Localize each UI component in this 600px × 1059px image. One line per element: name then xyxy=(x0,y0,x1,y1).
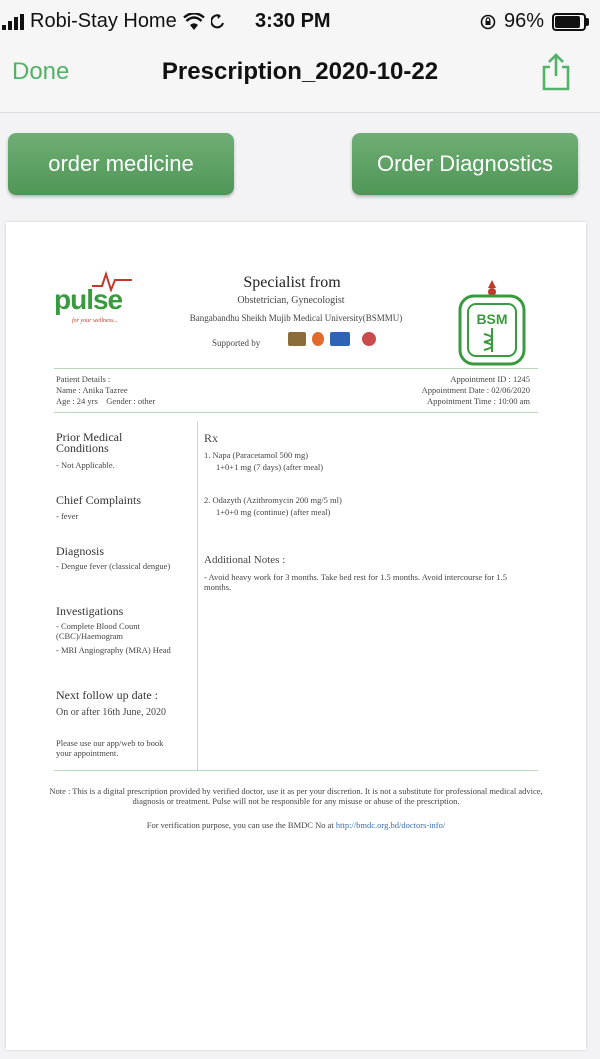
pulse-logo-text: pulse xyxy=(54,284,123,315)
chief-complaints-value: - fever xyxy=(56,511,79,521)
followup-heading: Next follow up date : xyxy=(56,688,158,702)
chief-complaints-heading: Chief Complaints xyxy=(56,493,141,507)
header-divider xyxy=(54,368,538,369)
appointment-id: Appointment ID : 1245 xyxy=(450,374,530,384)
appointment-date: Appointment Date : 02/06/2020 xyxy=(421,385,530,395)
order-medicine-button[interactable]: order medicine xyxy=(8,133,234,195)
sync-icon xyxy=(211,14,225,30)
followup-date: On or after 16th June, 2020 xyxy=(56,707,166,718)
navigation-bar xyxy=(0,44,600,113)
disclaimer-note: Note : This is a digital prescription provided by verified doctor, use it as per your discretion. It is not a substitute for professional medical advice, diagnosis or treatment. Pulse will not be responsible for any misuse or abuse of the prescription. xyxy=(49,786,543,806)
rx-heading: Rx xyxy=(204,431,219,445)
bmdc-link[interactable]: http://bmdc.org.bd/doctors-info/ xyxy=(335,820,446,830)
verification-text: For verification purpose, you can use the BMDC No at xyxy=(146,820,334,830)
medicine-name: 2. Odazyth (Azithromycin 200 mg/5 ml) xyxy=(204,495,342,505)
investigation-item: - MRI Angiography (MRA) Head xyxy=(56,645,171,655)
investigation-item: - Complete Blood Count (CBC)/Haemogram xyxy=(56,621,140,641)
ict-emblem-icon xyxy=(312,332,324,346)
pulse-logo xyxy=(54,284,123,324)
a2i-logo-icon xyxy=(288,332,306,346)
seal-text: BSM xyxy=(476,311,508,327)
additional-notes-value: - Avoid heavy work for 3 months. Take bed rest for 1.5 months. Avoid intercourse for 1.5 months. xyxy=(204,572,507,592)
doctor-university: Bangabandhu Sheikh Mujib Medical University(BSMMU) xyxy=(189,313,403,323)
medicine-dosage: 1+0+0 mg (continue) (after meal) xyxy=(216,507,331,517)
wifi-icon xyxy=(183,13,205,31)
battery-icon xyxy=(552,13,586,31)
medicine-dosage: 1+0+1 mg (7 days) (after meal) xyxy=(216,462,324,472)
patient-name: Name : Anika Tazree xyxy=(56,385,128,395)
prescription-document[interactable] xyxy=(6,222,586,1050)
heartbeat-icon xyxy=(92,270,132,292)
prior-conditions-value: - Not Applicable. xyxy=(56,460,115,470)
verification-line xyxy=(46,820,546,830)
gov-logo-icon xyxy=(362,332,376,346)
diagnosis-value: - Dengue fever (classical dengue) xyxy=(56,561,171,571)
doctor-specialty: Obstetrician, Gynecologist xyxy=(237,295,345,306)
rotation-lock-icon xyxy=(480,14,496,30)
carrier-label: Robi-Stay Home xyxy=(30,10,177,32)
followup-note: Please use our app/web to book your appointment. xyxy=(56,738,164,758)
pulse-tagline: for your wellness... xyxy=(72,318,118,324)
sponsor-logos xyxy=(288,332,376,346)
patient-details-label: Patient Details : xyxy=(56,374,111,384)
column-divider xyxy=(197,422,198,770)
order-diagnostics-button[interactable]: Order Diagnostics xyxy=(352,133,578,195)
action-bar xyxy=(0,113,600,213)
battery-percent: 96% xyxy=(503,10,544,32)
patient-divider xyxy=(54,412,538,413)
prior-conditions-heading: Prior Medical Conditions xyxy=(56,430,123,455)
investigations-heading: Investigations xyxy=(56,604,124,618)
done-button[interactable]: Done xyxy=(12,58,70,85)
page-title: Prescription_2020-10-22 xyxy=(161,58,439,85)
medicine-name: 1. Napa (Paracetamol 500 mg) xyxy=(204,450,309,460)
status-time: 3:30 PM xyxy=(255,10,331,32)
appointment-time: Appointment Time : 10:00 am xyxy=(427,396,530,406)
ict-logo-icon xyxy=(330,332,350,346)
footer-divider xyxy=(54,770,538,771)
diagnosis-heading: Diagnosis xyxy=(56,544,104,558)
doctor-title: Specialist from xyxy=(243,274,341,291)
bsmmu-seal-icon xyxy=(456,278,528,366)
supported-by-label: Supported by xyxy=(212,338,261,348)
status-bar xyxy=(0,0,600,44)
additional-notes-heading: Additional Notes : xyxy=(204,554,286,566)
patient-age-gender: Age : 24 yrs Gender : other xyxy=(56,396,156,406)
signal-icon xyxy=(2,14,24,30)
share-icon[interactable] xyxy=(538,52,574,92)
